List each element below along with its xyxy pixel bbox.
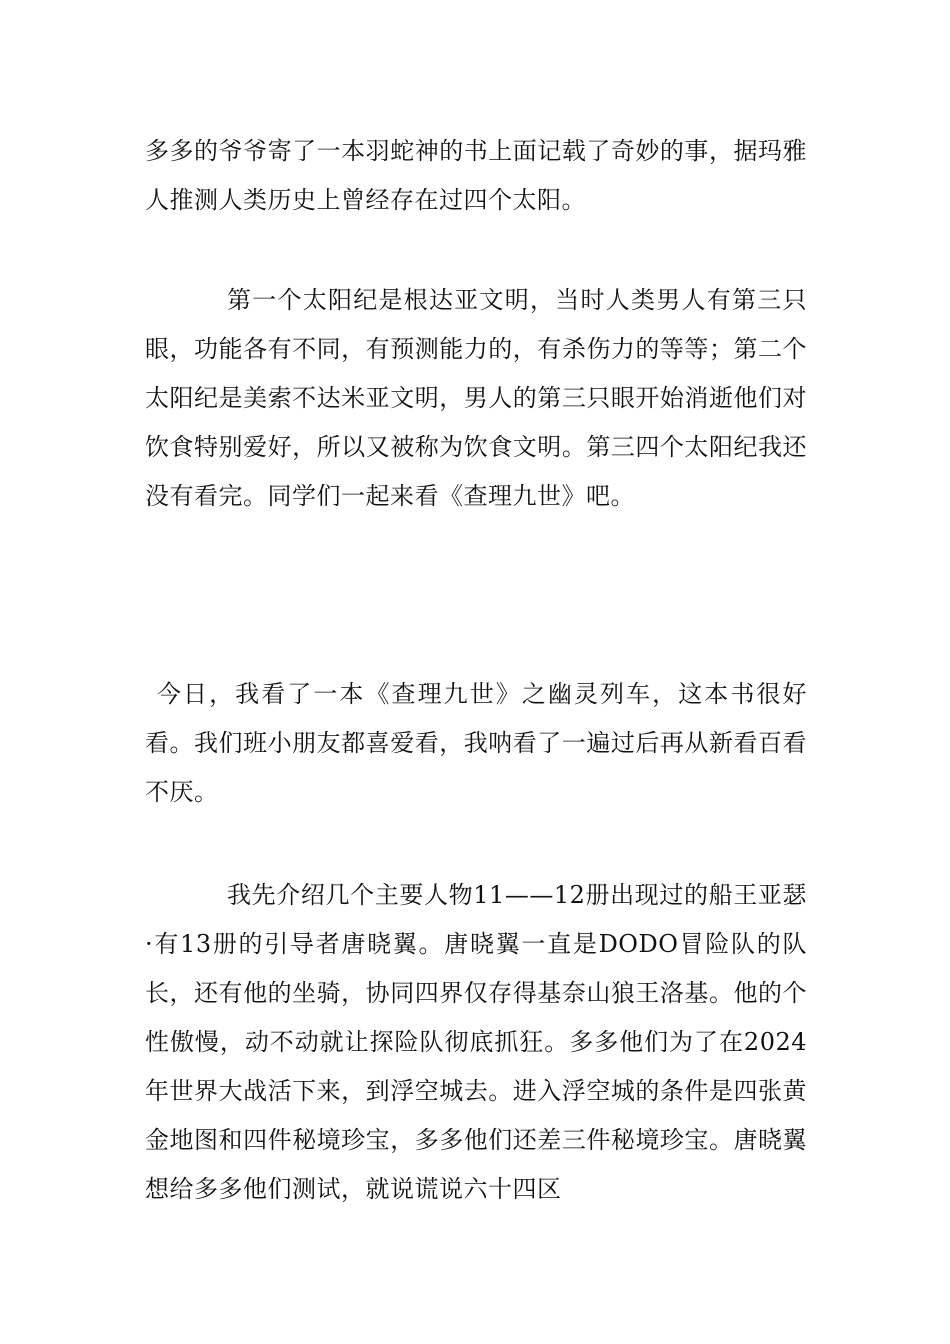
paragraph-4: 我先介绍几个主要人物11——12册出现过的船王亚瑟·有13册的引导者唐晓翼。唐晓翼一直是DODO冒险队的队长，还有他的坐骑，协同四界仅存得基奈山狼王洛基。他的个性傲慢，动不动就让探险队彻底抓狂。多多他们为了在2024年世界大战活下来，到浮空城去。进入浮空城的条件是四张黄金地图和四件秘境珍宝，多多他们还差三件秘境珍宝。唐晓翼想给多多他们测试，就说谎说六十四区 bbox=[145, 881, 807, 1203]
paragraph-2: 第一个太阳纪是根达亚文明，当时人类男人有第三只眼，功能各有不同，有预测能力的，有杀伤力的等等；第二个太阳纪是美索不达米亚文明，男人的第三只眼开始消逝他们对饮食特别爱好，所以又被称为饮食文明。第三四个太阳纪我还没有看完。同学们一起来看《查理九世》吧。 bbox=[145, 286, 807, 510]
paragraph-1: 多多的爷爷寄了一本羽蛇神的书上面记载了奇妙的事，据玛雅人推测人类历史上曾经存在过四个太阳。 bbox=[145, 137, 807, 214]
paragraph-3: 今日，我看了一本《查理九世》之幽灵列车，这本书很好看。我们班小朋友都喜爱看，我呐看了一遍过后再从新看百看不厌。 bbox=[145, 680, 807, 806]
